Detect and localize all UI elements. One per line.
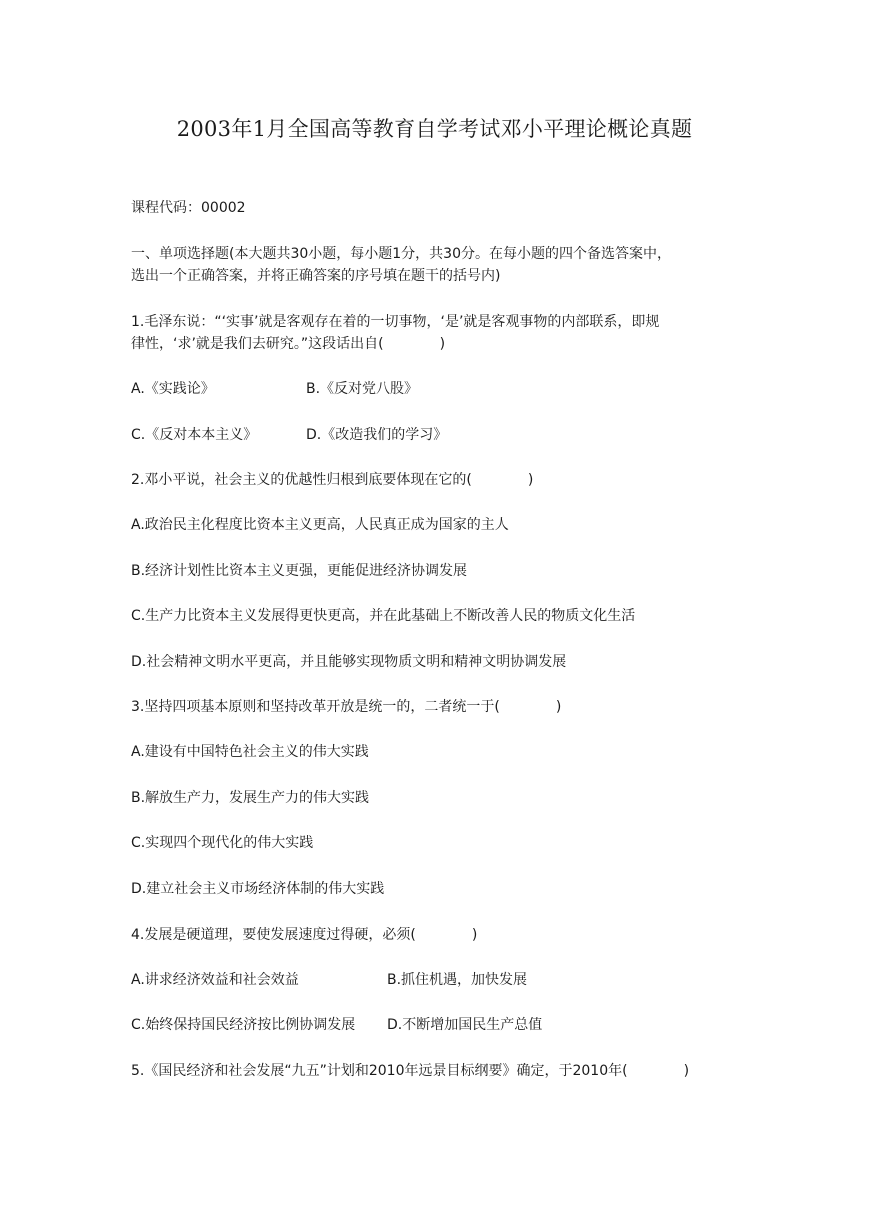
question-2-option-a: A.政治民主化程度比资本主义更高，人民真正成为国家的主人 bbox=[131, 517, 509, 533]
question-4-option-a: A.讲求经济效益和社会效益 bbox=[131, 972, 299, 988]
course-code: 课程代码：00002 bbox=[131, 200, 246, 216]
question-1-option-a: A.《实践论》 bbox=[131, 381, 215, 397]
question-4-option-d: D.不断增加国民生产总值 bbox=[387, 1017, 543, 1033]
question-1-option-b: B.《反对党八股》 bbox=[306, 381, 419, 397]
section-instructions-line-1: 一、单项选择题(本大题共30小题，每小题1分，共30分。在每小题的四个备选答案中， bbox=[131, 246, 671, 262]
question-1-option-c: C.《反对本本主义》 bbox=[131, 427, 258, 443]
question-2-stem: 2.邓小平说，社会主义的优越性归根到底要体现在它的( ) bbox=[131, 472, 534, 488]
question-3-option-c: C.实现四个现代化的伟大实践 bbox=[131, 835, 314, 851]
question-2-option-c: C.生产力比资本主义发展得更快更高，并在此基础上不断改善人民的物质文化生活 bbox=[131, 608, 636, 624]
question-4-stem: 4.发展是硬道理，要使发展速度过得硬，必须( ) bbox=[131, 927, 478, 943]
question-5-stem: 5.《国民经济和社会发展“九五”计划和2010年远景目标纲要》确定，于2010年( ) bbox=[131, 1063, 690, 1079]
question-3-option-d: D.建立社会主义市场经济体制的伟大实践 bbox=[131, 881, 385, 897]
question-3-option-b: B.解放生产力，发展生产力的伟大实践 bbox=[131, 790, 370, 806]
question-4-option-c: C.始终保持国民经济按比例协调发展 bbox=[131, 1017, 356, 1033]
question-3-option-a: A.建设有中国特色社会主义的伟大实践 bbox=[131, 744, 369, 760]
question-1-stem-line-1: 1.毛泽东说：“‘实事’就是客观存在着的一切事物，‘是’就是客观事物的内部联系，即规 bbox=[131, 314, 660, 330]
question-1-option-d: D.《改造我们的学习》 bbox=[306, 427, 448, 443]
section-instructions-line-2: 选出一个正确答案，并将正确答案的序号填在题干的括号内) bbox=[131, 268, 501, 284]
page-title: 2003年1月全国高等教育自学考试邓小平理论概论真题 bbox=[176, 117, 693, 141]
question-1-stem-line-2: 律性，‘求’就是我们去研究。”这段话出自( ) bbox=[131, 336, 446, 352]
question-3-stem: 3.坚持四项基本原则和坚持改革开放是统一的，二者统一于( ) bbox=[131, 699, 562, 715]
question-2-option-d: D.社会精神文明水平更高，并且能够实现物质文明和精神文明协调发展 bbox=[131, 654, 567, 670]
question-2-option-b: B.经济计划性比资本主义更强，更能促进经济协调发展 bbox=[131, 563, 468, 579]
question-4-option-b: B.抓住机遇，加快发展 bbox=[387, 972, 528, 988]
